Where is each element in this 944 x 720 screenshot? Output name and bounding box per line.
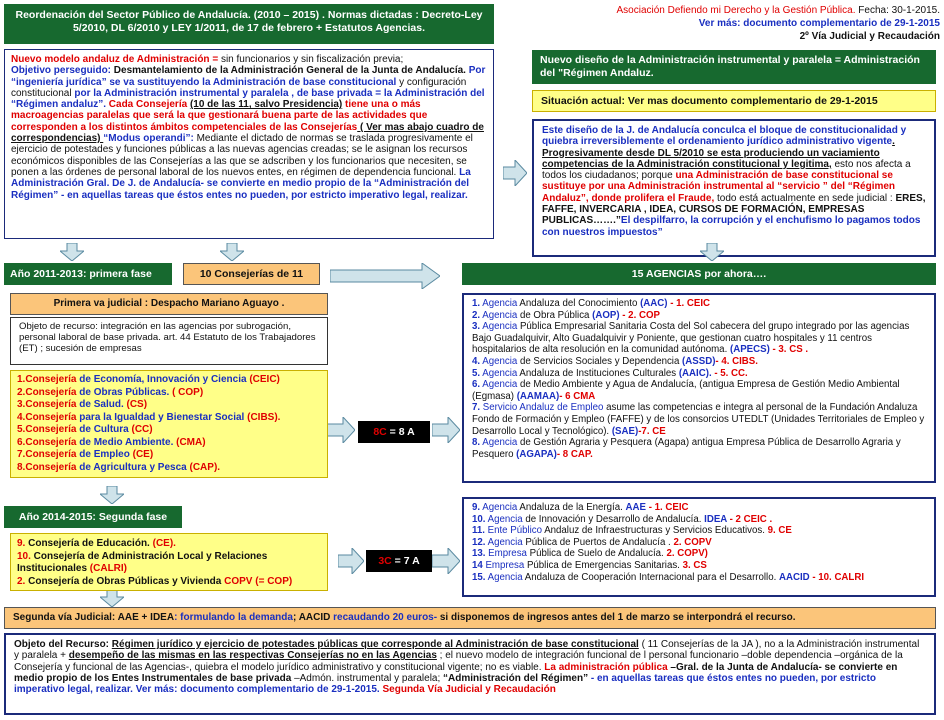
agencia-item	[472, 402, 926, 437]
consejeria-name: para la Igualdad y Bienestar Social	[76, 411, 248, 423]
consejeria-prefix: Consejería	[25, 411, 77, 423]
header-date: Fecha: 30-1-2015.	[858, 5, 940, 16]
config-text: y configuración constitucional	[11, 76, 467, 99]
agencia-name: Pública Empresarial Sanitaria Costa del Sol cabecera del grupo integrado por las agencias Bajo Guadalquivir, Alto Guadalquivir y Poniente, que gestionan cuatro hospitales y 11 centros hospitalarios de alta resolución en la comunidad autónoma.	[472, 321, 910, 356]
agencia-number: 1.	[472, 298, 481, 309]
objeto2-c: ( 11 Consejerías de la JA ), no a la Administración instrumental y paralela +	[14, 639, 920, 662]
diseno-a: Este diseño de la J. de Andalucía conculca el bloque de constitucionalidad y quiebra irreversiblemente el ordenamiento jurídico administrativo vigente	[542, 125, 907, 148]
eq2-a: 3C	[378, 555, 392, 567]
agencia-code: AACID	[778, 571, 810, 583]
consejeria-item	[17, 576, 321, 589]
situacion-text: Situación actual: Ver mas documento complementario de 29-1-2015	[541, 95, 878, 107]
agencia-item	[472, 379, 926, 402]
agencias2-list	[462, 497, 936, 597]
eq2-box	[366, 550, 432, 572]
header-more[interactable]: Ver más: documento complementario de 29-1-2015	[698, 18, 940, 29]
objeto-recurso-2	[4, 633, 936, 715]
agencia-name: Andaluza de la Energía.	[517, 502, 626, 513]
consejeria-name: Consejería de Administración Local y Relaciones Institucionales	[17, 550, 268, 574]
consejeria-code: COPV (= COP)	[224, 575, 293, 587]
agencia-type: Agencia	[485, 536, 523, 548]
agencia-name: Pública de Suelo de Andalucía.	[526, 548, 667, 560]
agencia-name: de Obra Pública	[517, 309, 593, 321]
arrow-right-icon	[503, 160, 527, 186]
consejeria-prefix: Consejería	[25, 374, 77, 385]
consejeria-code: (CC)	[131, 424, 153, 435]
objective-text: Desmantelamiento de la Administración General de la Junta de Andalucía.	[113, 65, 469, 77]
consejerias2-list	[10, 533, 328, 591]
objeto2-g: –Gral. de la Junta de Andalucía- se convierte en medio propio de los Entes Instrumentales de base privada	[14, 661, 898, 684]
agencia-code: AAE	[625, 502, 646, 513]
consejeria-name: de Empleo	[76, 449, 133, 460]
model-intro: sin funcionarios y sin fiscalización previa;	[220, 54, 404, 65]
consejeria-name: Consejería de Educación.	[25, 538, 153, 549]
diseno-d: una Administración de base constitucional se sustituye por una Administración instrumental al “servicio ” del “Régimen Andaluz”, donde prolifera el Fraude,	[542, 170, 896, 204]
agencia-code: (AAIC).	[678, 367, 712, 379]
consejeria-item	[17, 462, 321, 475]
consejeria-name: de Medio Ambiente.	[76, 436, 177, 448]
arrow-down-icon	[220, 243, 244, 261]
consejeria-prefix: Consejería	[25, 399, 77, 410]
diseno-c: esto nos afecta a todos los ciudadanos; porque	[542, 158, 911, 182]
segunda-via-c: ; AACID	[292, 612, 331, 623]
consejeria-item	[17, 449, 321, 462]
eq1-box	[358, 421, 430, 443]
agencia-name: de Servicios Sociales y Dependencia	[517, 355, 683, 367]
agencia-consejeria: - 2 CEIC .	[726, 513, 773, 525]
agencia-type: Empresa	[482, 559, 525, 571]
eq1-a: 8C	[373, 426, 387, 438]
agencia-code: (AGAPA)	[516, 448, 557, 460]
objeto2-f: La administración pública	[544, 661, 668, 673]
fase1-banner	[4, 263, 172, 285]
arrow-right-icon	[432, 417, 460, 443]
arrow-right-icon	[432, 548, 460, 574]
situacion-box	[532, 90, 936, 112]
agencia-consejeria: 2. COPV)	[666, 548, 708, 560]
agencia-item	[472, 356, 926, 368]
agencia-type: Agencia	[480, 379, 518, 391]
header-org: Asociación Defiendo mi Derecho y la Gestión Pública.	[616, 5, 856, 16]
agencia-consejeria: - 8 CAP.	[556, 448, 593, 460]
agencia-consejeria: - 3. CS .	[769, 344, 809, 356]
diseno-b: . Progresivamente desde DL 5/2010 se esta produciendo un vaciamiento competencias de la Administración constitucional y legitima,	[542, 136, 895, 170]
consejeria-item	[17, 387, 321, 400]
eq1-b: = 8 A	[386, 426, 415, 438]
nuevo-diseno-text: Nuevo diseño de la Administración instrumental y paralela = Administración del "Régimen Andaluz.	[540, 54, 920, 79]
objeto2-b: Régimen jurídico y ejercicio de potestades públicas que corresponde al Administración de base constitucional	[111, 639, 639, 650]
diseno-f: ERES, FAFFE, INVERCARIA , IDEA, CURSOS DE FORMACIÓN, EMPRESAS PUBLICAS…….”	[542, 192, 926, 227]
agencia-name: Pública de Puertos de Andalucía .	[522, 536, 674, 548]
arrow-right-icon	[338, 548, 364, 574]
modus-text: Mediante el dictado de normas se traslada progresivamente el ejercicio de potestades y funciones públicas a las nuevas agencias creadas; se le asignan los recursos económicos disponibles de las Consejerías a las que se adscriben y los funcionarios que necesiten, se ponen a las órdenes de personal laboral de los nuevos entes, en régimen de dependencia funcional.	[11, 133, 473, 178]
nuevo-diseno-banner	[532, 50, 936, 84]
arrow-down-icon	[60, 243, 84, 261]
model-heading: Nuevo modelo andaluz de Administración =	[11, 54, 221, 65]
consejeria-number: 4.	[17, 411, 26, 423]
agencia-consejeria: - 4. CIBS.	[715, 355, 758, 367]
fase1-label: Año 2011-2013: primera fase	[10, 268, 152, 280]
arrow-down-icon	[100, 486, 124, 504]
consejeria-name: Consejería de Obras Públicas y Vivienda	[25, 575, 225, 587]
agencia-type: Agencia	[480, 437, 518, 449]
fase2-banner	[4, 506, 182, 528]
objeto-recurso-1-text: Objeto de recurso: integración en las agencias por subrogación, personal laboral de base privada. art. 44 Estatuto de los Trabajadores (ET) ; sucesión de empresas	[19, 321, 316, 355]
agencia-item	[472, 321, 926, 356]
fase2-label: Año 2014-2015: Segunda fase	[18, 511, 168, 523]
segunda-via-a: Segunda vía Judicial: AAE + IDEA	[13, 612, 175, 623]
agencias-banner-text: 15 AGENCIAS por ahora….	[631, 268, 767, 280]
segunda-via	[4, 607, 936, 629]
agencia-number: 12.	[472, 536, 486, 548]
agencia-number: 5.	[472, 367, 481, 379]
agencia-name: de Medio Ambiente y Agua de Andalucía, (antigua Empresa de Gestión Medio Ambiental (Egmasa)	[472, 379, 900, 402]
arrow-down-icon	[700, 243, 724, 261]
agencia-code: (AAC)	[640, 298, 668, 309]
consejeria-number: 8.	[17, 461, 26, 473]
consejeria-number: 6.	[17, 436, 26, 448]
consejeria-item	[17, 399, 321, 412]
agencia-name: Andaluza de Cooperación Internacional para el Desarrollo.	[522, 571, 779, 583]
agencia-code: IDEA	[704, 513, 727, 525]
agencia-code: (SAE)	[611, 425, 639, 437]
objeto2-l: Segunda Vía Judicial y Recaudación	[379, 684, 556, 696]
consejeria-code: (CIBS).	[247, 411, 281, 423]
objeto2-h: –Admón. instrumental y paralela;	[291, 672, 444, 684]
agencia-consejeria: - 1. CEIC	[667, 298, 711, 309]
consejeria-prefix: Consejería	[25, 386, 77, 398]
agencia-name: de Gestión Agraria y Pesquera (Agapa) antigua Empresa Pública de Desarrollo Agraria y Pesquero	[472, 437, 901, 460]
engineering-text: Por “ingeniería jurídica” se va sustituyendo la Administración de base constitucional	[11, 65, 486, 88]
consejeria-number: 9.	[17, 538, 26, 549]
consejerias1-list	[10, 370, 328, 478]
consejeria-name: de Obras Públicas.	[76, 386, 173, 398]
agencia-type: Empresa	[485, 548, 527, 560]
agencia-number: 13.	[472, 548, 486, 560]
agencia-code: (AAMAA)	[516, 390, 560, 402]
agencia-item	[472, 548, 926, 560]
agencia-type: Agencia	[480, 355, 518, 367]
agencia-type: Agencia	[480, 367, 518, 379]
modus-operandi: “Modus operandi”:	[103, 133, 194, 145]
consejeria-code: (CEIC)	[249, 374, 280, 385]
agencia-consejeria: - 10. CALRI	[809, 571, 865, 583]
objeto2-a: Objeto del Recurso:	[14, 639, 112, 650]
consejeria-number: 7.	[17, 449, 26, 460]
agencia-item	[472, 537, 926, 549]
agencia-number: 3.	[472, 321, 481, 333]
agencia-item	[472, 502, 926, 514]
consejeria-item	[17, 437, 321, 450]
consejeria-code: (CE)	[132, 449, 154, 460]
arrow-right-icon	[330, 263, 440, 289]
consejeria-item	[17, 412, 321, 425]
consejeria-number: 10.	[17, 550, 31, 562]
arrow-right-icon	[325, 417, 355, 443]
diseno-box	[532, 119, 936, 257]
agencia-type: Agencia	[485, 513, 523, 525]
header-route: 2º Vía Judicial y Recaudación	[799, 31, 940, 42]
eq2-b: = 7 A	[391, 555, 420, 567]
agencia-item	[472, 310, 926, 322]
page-title	[4, 4, 494, 44]
page-title-text: Reordenación del Sector Público de Andalucía. (2010 – 2015) . Normas dictadas : Decreto-Ley 5/2010, DL 6/2010 y LEY 1/2011, de 17 de febrero + Estatutos Agencias.	[15, 9, 483, 34]
consejeria-item	[17, 374, 321, 387]
agencia-type: Ente Público	[484, 525, 543, 537]
consejeria-code: (CS)	[126, 399, 148, 410]
agencia-type: Agencia	[480, 309, 518, 321]
consejeria-code: (CALRI)	[89, 563, 128, 574]
agencia-number: 10.	[472, 513, 486, 525]
agencia-consejeria: -7. CE	[638, 425, 666, 437]
see-table: ( Ver mas abajo cuadro de correspondencias)	[11, 121, 484, 145]
consejeria-number: 2.	[17, 386, 26, 398]
consejeria-number: 3.	[17, 399, 26, 410]
consejeria-item	[17, 538, 321, 551]
agencia-name: Andaluz de Infraestructuras y Servicios Educativos.	[542, 525, 768, 537]
admin-medio-propio: La Administración Gral. De J. de Andalucía- se convierte en medio propio de la “Administración del Régimen” - en aquellas tareas que éstos entes no pueden, por estricto imperativo legal, realizar.	[11, 166, 471, 201]
agencia-item	[472, 368, 926, 380]
agencia-type: Agencia	[480, 321, 518, 333]
agencia-consejeria: - 1. CEIC	[646, 502, 689, 513]
macroagencias-text: tiene una o más macroagencias paralelas que será la que gestionará buena parte de las actividades que corresponden a los distintos ámbitos competenciales de las Consejerías	[11, 99, 428, 133]
consejeria-code: ( COP)	[172, 386, 204, 398]
agencia-type: Agencia	[485, 571, 523, 583]
objeto2-d: desempeño de las mismas en las respectivas Consejerías no en las Agencias	[68, 650, 437, 662]
parallel-admin-text: por la Administración instrumental y paralela , de base privada = la Administración del “Régimen andaluz”.	[11, 87, 485, 111]
ten-of-eleven: (10 de las 11, salvo Presidencia)	[189, 99, 343, 111]
agencias-banner	[462, 263, 936, 285]
consejeria-code: (CMA)	[176, 436, 206, 448]
header	[540, 4, 940, 48]
agencia-consejeria: 9. CE	[767, 525, 792, 537]
agencia-number: 15.	[472, 571, 486, 583]
agencia-item	[472, 525, 926, 537]
consejeria-prefix: Consejería	[25, 461, 77, 473]
agencia-name: Pública de Emergencias Sanitarias.	[524, 559, 683, 571]
agencia-type: Agencia	[480, 502, 518, 513]
agencia-name: de Innovación y Desarrollo de Andalucía.	[522, 513, 705, 525]
agencia-consejeria: - 5. CC.	[711, 367, 748, 379]
consejeria-item	[17, 424, 321, 437]
agencia-name: Andaluza de Instituciones Culturales	[517, 367, 679, 379]
segunda-via-d: recaudando 20 euros-	[330, 612, 438, 623]
consejerias-count	[183, 263, 320, 285]
consejeria-name: de Salud.	[76, 399, 127, 410]
objective-label: Objetivo perseguido:	[11, 65, 114, 77]
agencia-code: (ASSD)	[682, 355, 716, 367]
arrow-down-icon	[100, 589, 124, 607]
agencia-code: (APECS)	[729, 344, 770, 356]
agencia-item	[472, 560, 926, 572]
diseno-e: todo está actualmente en sede judicial :	[714, 192, 896, 204]
consejeria-number: 1.	[17, 374, 26, 385]
consejeria-name: de Cultura	[76, 424, 132, 435]
objeto-recurso-1	[10, 317, 328, 365]
segunda-via-e: si disponemos de ingresos antes del 1 de marzo se interpondrá el recurso.	[437, 612, 796, 623]
consejeria-name: de Agricultura y Pesca	[76, 461, 190, 473]
consejeria-number: 5.	[17, 424, 26, 435]
agencia-name: Andaluza del Conocimiento	[517, 298, 641, 309]
consejeria-prefix: Consejería	[25, 436, 77, 448]
agencia-consejeria: - 2. COP	[619, 309, 660, 321]
agencia-type: Servicio Andaluz de Empleo	[480, 402, 604, 414]
consejeria-number: 2.	[17, 575, 26, 587]
consejeria-name: de Economía, Innovación y Ciencia	[76, 374, 250, 385]
agencia-number: 7.	[472, 402, 481, 414]
agencia-item	[472, 437, 926, 460]
agencia-consejeria: - 6 CMA	[559, 390, 596, 402]
primera-via-text: Primera va judicial : Despacho Mariano Aguayo .	[53, 298, 285, 309]
agencia-code: (AOP)	[592, 309, 620, 321]
agencia-number: 14	[472, 559, 483, 571]
agencia-number: 9.	[472, 502, 481, 513]
agencia-consejeria: 2. COPV	[673, 536, 712, 548]
consejeria-code: (CAP).	[189, 461, 221, 473]
objeto2-j: - en aquellas tareas que éstos entes no pueden, por estricto imperativo legal, realizar.	[14, 672, 876, 696]
objeto2-i: “Administración del Régimen”	[443, 672, 589, 684]
agencia-item	[472, 572, 926, 584]
model-box	[4, 49, 494, 239]
agencia-name: asume las competencias e integra al personal de la Fundación Andaluza Fondo de Formación y Empleo (FAFFE) y de los consorcios UTEDLT (Unidades Territoriales de Empleo y Desarrollo Local y Tecnológico).	[472, 402, 925, 437]
agencia-number: 6.	[472, 379, 481, 391]
agencias1-list	[462, 293, 936, 483]
agencia-consejeria: 3. CS	[682, 559, 707, 571]
agencia-number: 11.	[472, 525, 485, 537]
agencia-number: 2.	[472, 309, 481, 321]
consejeria-item	[17, 551, 321, 576]
consejeria-prefix: Consejería	[25, 449, 77, 460]
objeto2-k: Ver más: documento complementario de 29-1-2015.	[135, 684, 380, 696]
agencia-number: 8.	[472, 437, 481, 449]
agencia-item	[472, 298, 926, 310]
each-consejeria: Cada Consejería	[106, 99, 190, 111]
agencia-item	[472, 514, 926, 526]
segunda-via-b: : formulando la demanda	[174, 612, 293, 623]
consejerias-count-text: 10 Consejerías de 11	[199, 268, 304, 280]
consejeria-prefix: Consejería	[25, 424, 77, 435]
diseno-g: El despilfarro, la corrupción y el enchufismo lo pagamos todos con nuestros impuestos”	[542, 215, 921, 238]
objeto2-e: ; el nuevo modelo de integración funcional de l personal funcionario –doble dependencia –orgánica de la Consejería y funcional de las Agencias-, quiebra el modelo jurídico administrativo y constitucional vigente; no es viable.	[14, 650, 903, 673]
primera-via	[10, 293, 328, 315]
consejeria-code: (CE).	[152, 538, 176, 549]
agencia-number: 4.	[472, 355, 481, 367]
agencia-type: Agencia	[480, 298, 518, 309]
